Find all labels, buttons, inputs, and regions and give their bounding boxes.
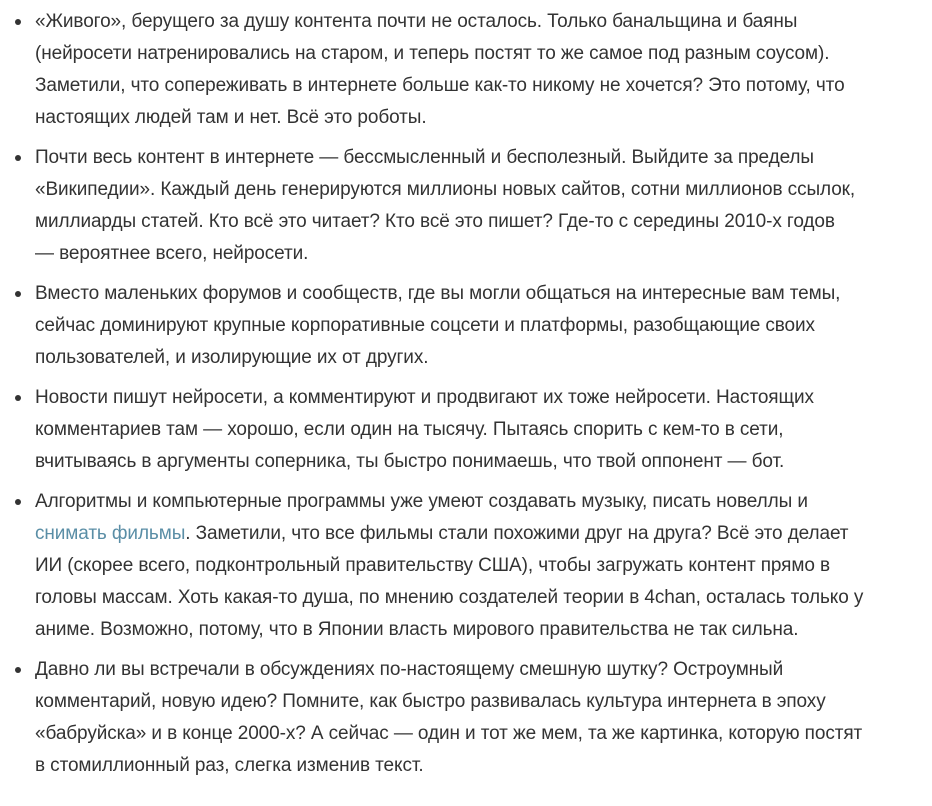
text-line: Алгоритмы и компьютерные программы уже умеют создавать музыку, писать новеллы и [35,491,808,512]
bullet-icon [15,19,21,25]
bullet-icon [15,499,21,505]
text-fragment: . Заметили, что все фильмы стали похожими друг на друга? Всё это делает [185,523,849,544]
text-line: комментарий, новую идею? Помните, как быстро развивалась культура интернета в эпоху [35,691,826,712]
bullet-icon [15,395,21,401]
list-item [0,6,932,134]
text-line: в стомиллионный раз, слегка изменив текст. [35,755,424,776]
text-line: ИИ (скорее всего, подконтрольный правительству США), чтобы загружать контент прямо в [35,555,830,576]
text-line: вчитываясь в аргументы соперника, ты быстро понимаешь, что твой оппонент — бот. [35,451,785,472]
text-line: миллиарды статей. Кто всё это читает? Кто всё это пишет? Где-то с середины 2010-х годов [35,211,835,232]
text-line: Заметили, что сопереживать в интернете больше как-то никому не хочется? Это потому, что [35,75,845,96]
bullet-icon [15,155,21,161]
text-line: комментариев там — хорошо, если один на тысячу. Пытаясь спорить с кем-то в сети, [35,419,784,440]
list-item [0,278,932,374]
text-line: «Википедии». Каждый день генерируются миллионы новых сайтов, сотни миллионов ссылок, [35,179,856,200]
text-line: «Живого», берущего за душу контента почти не осталось. Только банальщина и баяны [35,11,798,32]
text-line: — вероятнее всего, нейросети. [35,243,309,264]
text-line: настоящих людей там и нет. Всё это роботы. [35,107,427,128]
bullet-icon [15,291,21,297]
text-line: пользователей, и изолирующие их от других. [35,347,429,368]
list-item [0,654,932,782]
text-line: головы массам. Хоть какая-то душа, по мнению создателей теории в 4chan, осталась только у [35,587,864,608]
text-line: Новости пишут нейросети, а комментируют и продвигают их тоже нейросети. Настоящих [35,387,814,408]
text-line-with-link [35,518,932,550]
list-item [0,382,932,478]
list-item [0,486,932,646]
text-line: Давно ли вы встречали в обсуждениях по-настоящему смешную шутку? Остроумный [35,659,784,680]
text-line: Почти весь контент в интернете — бессмысленный и бесполезный. Выйдите за пределы [35,147,814,168]
films-link[interactable]: снимать фильмы [35,523,186,544]
text-line: (нейросети натренировались на старом, и теперь постят то же самое под разным соусом). [35,43,830,64]
text-line: сейчас доминируют крупные корпоративные соцсети и платформы, разобщающие своих [35,315,815,336]
text-line: аниме. Возможно, потому, что в Японии власть мирового правительства не так сильна. [35,619,799,640]
bullet-icon [15,667,21,673]
text-line: «бабруйска» и в конце 2000-х? А сейчас — один и тот же мем, та же картинка, которую постят [35,723,863,744]
list-item [0,142,932,270]
text-line: Вместо маленьких форумов и сообществ, где вы могли общаться на интересные вам темы, [35,283,841,304]
